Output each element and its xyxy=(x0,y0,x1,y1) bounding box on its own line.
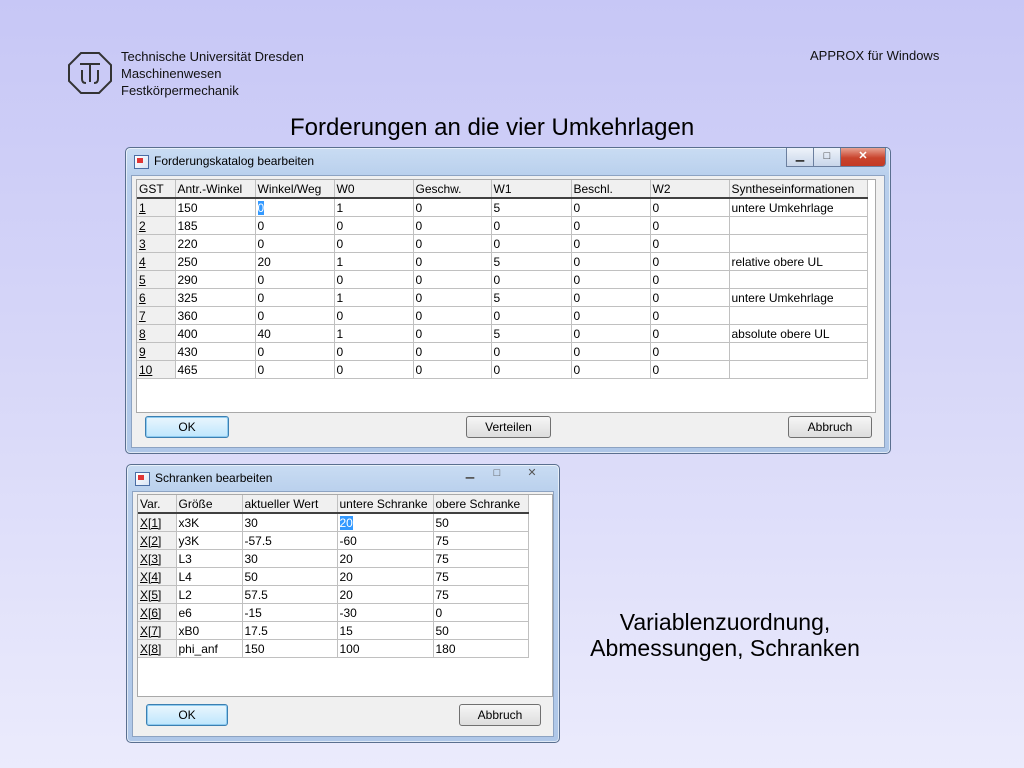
bounds-dialog xyxy=(126,464,560,743)
table-cell[interactable]: 0 xyxy=(650,325,729,343)
table-cell[interactable]: -30 xyxy=(337,604,433,622)
requirements-dialog xyxy=(125,147,891,454)
table-cell[interactable]: 50 xyxy=(433,513,528,532)
column-header[interactable]: Antr.-Winkel xyxy=(175,180,255,198)
table-row[interactable] xyxy=(138,513,528,532)
table-cell[interactable]: 5 xyxy=(491,253,571,271)
table-cell[interactable]: relative obere UL xyxy=(729,253,867,271)
window-title: Schranken bearbeiten xyxy=(155,471,273,485)
table-cell[interactable]: 0 xyxy=(334,271,413,289)
table-cell[interactable]: 57.5 xyxy=(242,586,337,604)
table-cell[interactable]: 430 xyxy=(175,343,255,361)
row-header[interactable]: X[1] xyxy=(138,513,176,532)
cancel-button[interactable]: Abbruch xyxy=(459,704,541,726)
table-cell[interactable]: 0 xyxy=(413,198,491,217)
column-header[interactable]: untere Schranke xyxy=(337,495,433,513)
table-cell[interactable]: 100 xyxy=(337,640,433,658)
row-header[interactable]: 2 xyxy=(137,217,175,235)
selected-cell[interactable]: 20 xyxy=(337,513,433,532)
row-header[interactable]: X[6] xyxy=(138,604,176,622)
table-cell[interactable]: 5 xyxy=(491,325,571,343)
table-cell[interactable]: 180 xyxy=(433,640,528,658)
table-cell[interactable]: L3 xyxy=(176,550,242,568)
faculty-name: Maschinenwesen xyxy=(121,66,222,81)
table-cell[interactable]: 17.5 xyxy=(242,622,337,640)
row-header[interactable]: X[5] xyxy=(138,586,176,604)
table-cell[interactable]: L2 xyxy=(176,586,242,604)
column-header[interactable]: Geschw. xyxy=(413,180,491,198)
slide-title: Forderungen an die vier Umkehrlagen xyxy=(290,114,695,141)
table-cell[interactable]: 20 xyxy=(255,253,334,271)
table-cell[interactable]: phi_anf xyxy=(176,640,242,658)
table-cell[interactable]: 0 xyxy=(650,253,729,271)
table-cell[interactable]: 75 xyxy=(433,568,528,586)
table-cell[interactable]: 1 xyxy=(334,198,413,217)
requirements-table xyxy=(137,180,868,379)
table-cell[interactable]: 50 xyxy=(242,568,337,586)
table-row[interactable] xyxy=(138,550,528,568)
table-cell[interactable]: y3K xyxy=(176,532,242,550)
maximize-icon[interactable]: □ xyxy=(493,467,501,479)
maximize-icon[interactable]: □ xyxy=(813,148,841,167)
window-title: Forderungskatalog bearbeiten xyxy=(154,154,315,168)
table-cell[interactable]: 0 xyxy=(413,235,491,253)
table-cell[interactable]: 20 xyxy=(337,586,433,604)
table-cell[interactable]: 5 xyxy=(491,198,571,217)
table-cell[interactable]: 0 xyxy=(571,289,650,307)
table-cell[interactable]: 0 xyxy=(650,235,729,253)
slide-caption xyxy=(560,609,890,661)
table-cell[interactable]: 0 xyxy=(255,271,334,289)
table-cell[interactable]: 5 xyxy=(491,289,571,307)
row-header[interactable]: X[7] xyxy=(138,622,176,640)
table-cell[interactable] xyxy=(729,343,867,361)
table-cell[interactable]: 150 xyxy=(175,198,255,217)
row-header[interactable]: 6 xyxy=(137,289,175,307)
dialog-client xyxy=(132,491,554,737)
requirements-grid xyxy=(136,179,876,413)
table-cell[interactable] xyxy=(729,235,867,253)
table-cell[interactable]: 0 xyxy=(255,289,334,307)
table-cell[interactable]: 0 xyxy=(433,604,528,622)
column-header[interactable]: Winkel/Weg xyxy=(255,180,334,198)
table-cell[interactable]: 40 xyxy=(255,325,334,343)
app-icon xyxy=(135,472,150,486)
table-cell[interactable]: 185 xyxy=(175,217,255,235)
table-cell[interactable]: 0 xyxy=(650,343,729,361)
bounds-grid xyxy=(137,494,553,697)
table-cell[interactable]: 0 xyxy=(650,307,729,325)
row-header[interactable]: 3 xyxy=(137,235,175,253)
table-cell[interactable]: 0 xyxy=(413,361,491,379)
table-cell[interactable]: 30 xyxy=(242,550,337,568)
table-cell[interactable]: 1 xyxy=(334,325,413,343)
table-cell[interactable]: 290 xyxy=(175,271,255,289)
table-cell[interactable]: 75 xyxy=(433,586,528,604)
table-row[interactable] xyxy=(138,604,528,622)
table-cell[interactable]: 0 xyxy=(571,235,650,253)
table-cell[interactable]: 0 xyxy=(650,271,729,289)
table-cell[interactable] xyxy=(729,271,867,289)
table-cell[interactable]: 0 xyxy=(413,343,491,361)
table-cell[interactable]: untere Umkehrlage xyxy=(729,198,867,217)
close-icon[interactable]: ✕ xyxy=(527,467,537,479)
row-header[interactable]: X[4] xyxy=(138,568,176,586)
column-header[interactable]: Syntheseinformationen xyxy=(729,180,867,198)
cancel-button[interactable]: Abbruch xyxy=(788,416,872,438)
minimize-icon[interactable]: ▁ xyxy=(786,148,814,167)
table-cell[interactable]: 0 xyxy=(255,217,334,235)
table-cell[interactable]: 0 xyxy=(571,253,650,271)
close-icon[interactable]: ✕ xyxy=(840,148,886,167)
distribute-button[interactable]: Verteilen xyxy=(466,416,551,438)
app-name: APPROX für Windows xyxy=(810,48,940,63)
selected-cell[interactable]: 0 xyxy=(255,198,334,217)
table-cell[interactable] xyxy=(729,361,867,379)
table-cell[interactable]: -15 xyxy=(242,604,337,622)
title-bar[interactable] xyxy=(127,465,559,491)
row-header[interactable]: 1 xyxy=(137,198,175,217)
caption-line-1: Variablenzuordnung, xyxy=(619,609,831,635)
table-cell[interactable]: 0 xyxy=(571,307,650,325)
table-cell[interactable]: 30 xyxy=(242,513,337,532)
table-row[interactable] xyxy=(138,586,528,604)
table-row[interactable] xyxy=(137,217,867,235)
table-cell[interactable]: 0 xyxy=(650,198,729,217)
table-row[interactable] xyxy=(137,271,867,289)
table-cell[interactable]: 75 xyxy=(433,550,528,568)
table-cell[interactable]: 0 xyxy=(413,325,491,343)
table-cell[interactable]: xB0 xyxy=(176,622,242,640)
table-cell[interactable]: 0 xyxy=(255,361,334,379)
dialog-client xyxy=(131,175,885,448)
table-row[interactable] xyxy=(137,361,867,379)
table-cell[interactable]: 0 xyxy=(491,307,571,325)
table-cell[interactable]: 0 xyxy=(491,217,571,235)
table-cell[interactable]: 0 xyxy=(571,271,650,289)
table-cell[interactable]: 0 xyxy=(413,217,491,235)
table-cell[interactable]: 75 xyxy=(433,532,528,550)
table-cell[interactable]: 0 xyxy=(491,361,571,379)
table-cell[interactable]: 400 xyxy=(175,325,255,343)
bounds-table xyxy=(138,495,529,658)
table-cell[interactable]: 465 xyxy=(175,361,255,379)
table-cell[interactable]: -60 xyxy=(337,532,433,550)
table-cell[interactable]: 0 xyxy=(571,217,650,235)
column-header[interactable]: Größe xyxy=(176,495,242,513)
table-cell[interactable]: 0 xyxy=(334,217,413,235)
table-cell[interactable]: 250 xyxy=(175,253,255,271)
table-cell[interactable]: 220 xyxy=(175,235,255,253)
row-header[interactable]: 10 xyxy=(137,361,175,379)
table-row[interactable] xyxy=(137,343,867,361)
department-name: Festkörpermechanik xyxy=(121,83,239,98)
table-cell[interactable]: untere Umkehrlage xyxy=(729,289,867,307)
table-cell[interactable]: 0 xyxy=(255,307,334,325)
caption-line-2: Abmessungen, Schranken xyxy=(590,635,860,661)
table-cell[interactable]: e6 xyxy=(176,604,242,622)
tu-dresden-logo xyxy=(68,52,112,94)
table-cell[interactable]: 0 xyxy=(650,361,729,379)
table-cell[interactable]: 0 xyxy=(334,343,413,361)
column-header[interactable]: Beschl. xyxy=(571,180,650,198)
table-cell[interactable]: 0 xyxy=(491,343,571,361)
table-cell[interactable]: 0 xyxy=(255,235,334,253)
table-cell[interactable]: 0 xyxy=(413,307,491,325)
row-header[interactable]: 9 xyxy=(137,343,175,361)
table-cell[interactable] xyxy=(729,307,867,325)
table-cell[interactable]: 0 xyxy=(571,198,650,217)
table-row[interactable] xyxy=(138,640,528,658)
table-cell[interactable]: absolute obere UL xyxy=(729,325,867,343)
row-header[interactable]: 8 xyxy=(137,325,175,343)
table-cell[interactable]: 20 xyxy=(337,568,433,586)
table-cell[interactable]: 0 xyxy=(571,361,650,379)
table-cell[interactable]: 0 xyxy=(334,361,413,379)
title-bar[interactable] xyxy=(126,148,890,174)
table-row[interactable] xyxy=(137,307,867,325)
table-cell[interactable]: 0 xyxy=(650,289,729,307)
table-cell[interactable]: L4 xyxy=(176,568,242,586)
table-cell[interactable]: 0 xyxy=(650,217,729,235)
column-header[interactable]: W1 xyxy=(491,180,571,198)
table-cell[interactable]: 1 xyxy=(334,289,413,307)
row-header[interactable]: 7 xyxy=(137,307,175,325)
table-cell[interactable]: 150 xyxy=(242,640,337,658)
table-row[interactable] xyxy=(138,568,528,586)
table-cell[interactable]: -57.5 xyxy=(242,532,337,550)
table-cell[interactable]: 0 xyxy=(491,271,571,289)
institution-header xyxy=(121,48,304,99)
row-header[interactable]: 5 xyxy=(137,271,175,289)
table-cell[interactable]: 15 xyxy=(337,622,433,640)
row-header[interactable]: X[2] xyxy=(138,532,176,550)
column-header[interactable]: GST xyxy=(137,180,175,198)
row-header[interactable]: X[8] xyxy=(138,640,176,658)
table-row[interactable] xyxy=(137,325,867,343)
table-cell[interactable]: 325 xyxy=(175,289,255,307)
column-header[interactable]: aktueller Wert xyxy=(242,495,337,513)
university-name: Technische Universität Dresden xyxy=(121,49,304,64)
table-cell[interactable]: 50 xyxy=(433,622,528,640)
table-cell[interactable] xyxy=(729,217,867,235)
app-icon xyxy=(134,155,149,169)
ok-button[interactable]: OK xyxy=(145,416,229,438)
column-header[interactable]: W2 xyxy=(650,180,729,198)
table-cell[interactable]: 0 xyxy=(413,253,491,271)
table-row[interactable] xyxy=(138,622,528,640)
table-cell[interactable]: 0 xyxy=(334,235,413,253)
table-cell[interactable]: 1 xyxy=(334,253,413,271)
table-row[interactable] xyxy=(137,289,867,307)
table-cell[interactable]: 360 xyxy=(175,307,255,325)
ok-button[interactable]: OK xyxy=(146,704,228,726)
column-header[interactable]: W0 xyxy=(334,180,413,198)
table-row[interactable] xyxy=(137,253,867,271)
table-cell[interactable]: 0 xyxy=(571,343,650,361)
minimize-icon[interactable]: ▁ xyxy=(465,467,475,479)
table-cell[interactable]: 0 xyxy=(334,307,413,325)
table-cell[interactable]: 0 xyxy=(413,289,491,307)
table-cell[interactable]: 0 xyxy=(255,343,334,361)
table-cell[interactable]: 0 xyxy=(491,235,571,253)
row-header[interactable]: X[3] xyxy=(138,550,176,568)
row-header[interactable]: 4 xyxy=(137,253,175,271)
table-row[interactable] xyxy=(137,235,867,253)
table-cell[interactable]: x3K xyxy=(176,513,242,532)
table-cell[interactable]: 0 xyxy=(413,271,491,289)
column-header[interactable]: Var. xyxy=(138,495,176,513)
table-cell[interactable]: 20 xyxy=(337,550,433,568)
column-header[interactable]: obere Schranke xyxy=(433,495,528,513)
table-row[interactable] xyxy=(137,198,867,217)
table-cell[interactable]: 0 xyxy=(571,325,650,343)
table-row[interactable] xyxy=(138,532,528,550)
